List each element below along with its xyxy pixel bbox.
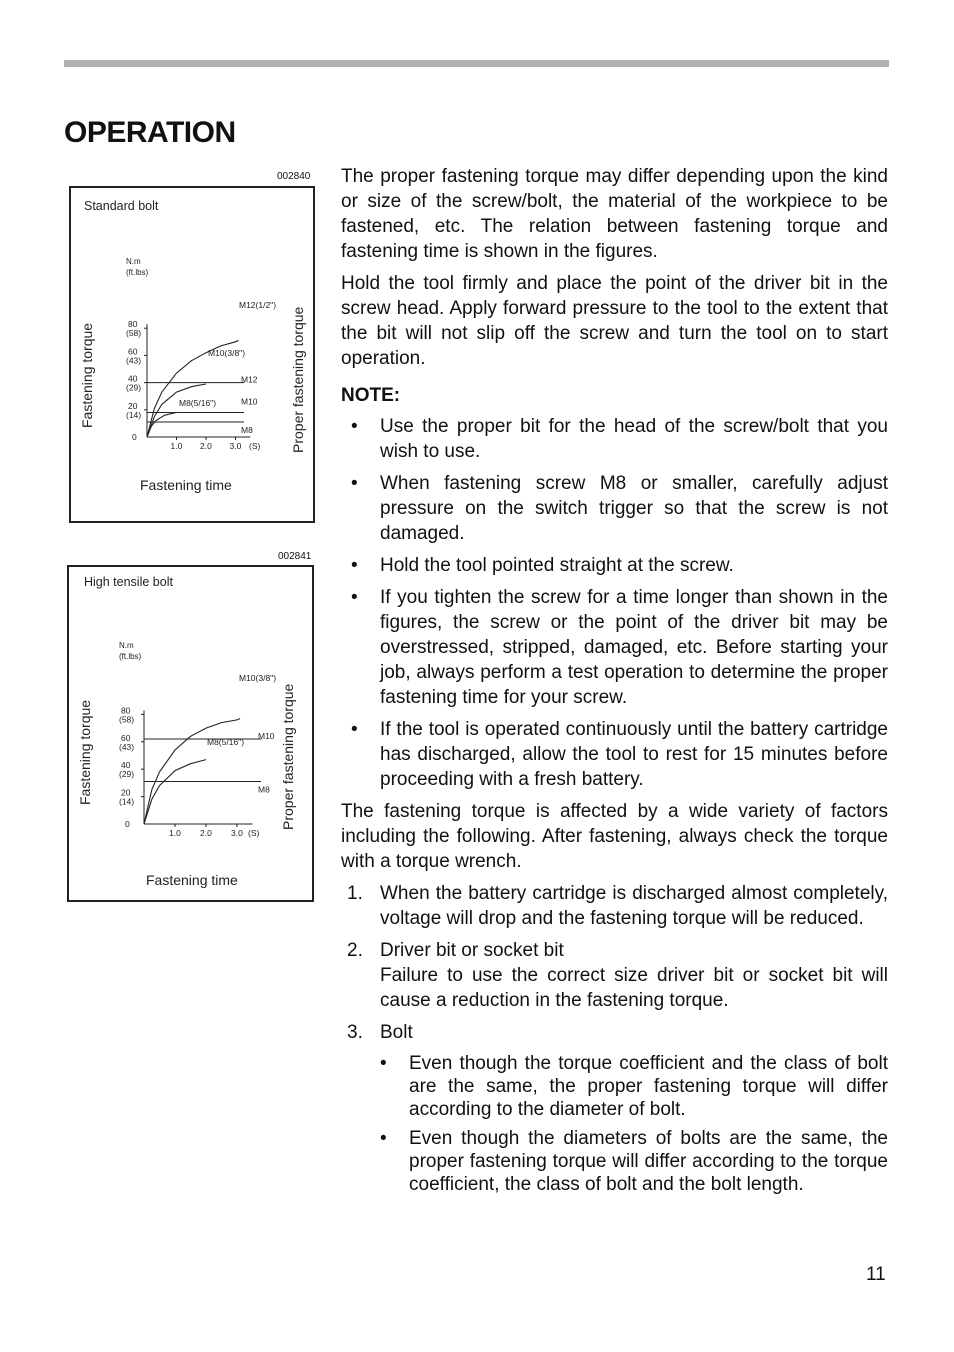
item-title: Bolt xyxy=(380,1022,413,1043)
figure-code: 002840 xyxy=(277,171,311,182)
item-title: When the battery cartridge is discharged almost completely, voltage will drop and the fastening torque will be reduced. xyxy=(380,883,888,929)
bullet-mark: • xyxy=(380,1053,387,1074)
sub-list-item xyxy=(341,1052,888,1121)
x-tick-label: 1.0 xyxy=(169,828,181,838)
chart-title: Standard bolt xyxy=(84,199,159,213)
note-text: If you tighten the screw for a time longer than shown in the figures, the screw or the point of the driver bit may be overstressed, stripped, damaged, etc. Before starting your job, always perform a test operation to determine the proper fastening time for your screw. xyxy=(380,587,888,708)
series-line xyxy=(144,760,206,824)
x-unit-label: (S) xyxy=(248,828,260,838)
y-tick-sub-label: (14) xyxy=(119,796,135,807)
sub-list-item xyxy=(341,1127,888,1196)
list-item xyxy=(341,585,888,710)
x-axis-label: Fastening time xyxy=(140,477,232,493)
bullet-mark: • xyxy=(351,555,358,576)
reference-line-label: M8 xyxy=(258,784,270,795)
series-line xyxy=(147,384,206,437)
y-tick-sub-label: (29) xyxy=(119,769,135,780)
y-tick-label: 40 xyxy=(128,373,138,384)
item-number: 3. xyxy=(347,1022,363,1043)
x-tick-label: 3.0 xyxy=(231,828,243,838)
right-axis-label: Proper fastening torque xyxy=(290,306,306,453)
note-heading: NOTE: xyxy=(341,385,401,406)
note-text: If the tool is operated continuously until the battery cartridge has discharged, allow the tool to rest for 15 minutes before proceeding with a fresh battery. xyxy=(380,719,888,790)
bullet-mark: • xyxy=(351,473,358,494)
figure-code: 002841 xyxy=(278,551,312,562)
y-axis-label: Fastening torque xyxy=(79,322,95,428)
y-tick-label: 40 xyxy=(121,760,131,771)
top-rule xyxy=(64,60,889,67)
chart-standard-bolt xyxy=(71,188,317,525)
y-unit-sub-label: (ft.lbs) xyxy=(126,268,149,277)
numbered-item xyxy=(341,881,888,931)
y-tick-label: 0 xyxy=(132,432,137,442)
bullet-mark: • xyxy=(351,719,358,740)
sub-item-text: Even though the diameters of bolts are the same, the proper fastening torque will differ according to the torque coefficient, the class of bolt and the bolt length. xyxy=(409,1128,888,1195)
series-label: M10(3/8") xyxy=(239,673,277,683)
item-number: 2. xyxy=(347,940,363,961)
y-tick-label: 20 xyxy=(128,400,138,411)
reference-line-label: M10 xyxy=(241,396,258,407)
right-axis-label: Proper fastening torque xyxy=(280,683,296,830)
x-tick-label: 2.0 xyxy=(200,441,212,451)
chart-high-tensile-bolt xyxy=(69,567,316,904)
y-unit-label: N.m xyxy=(119,641,134,650)
y-tick-label: 20 xyxy=(121,787,131,798)
y-tick-sub-label: (58) xyxy=(126,328,142,339)
reference-line-label: M8 xyxy=(241,425,253,436)
y-unit-sub-label: (ft.lbs) xyxy=(119,652,142,661)
reference-line-label: M12 xyxy=(241,374,258,385)
y-tick-sub-label: (43) xyxy=(119,741,135,752)
list-item xyxy=(341,471,888,546)
numbered-item xyxy=(341,938,888,1013)
item-number: 1. xyxy=(347,883,363,904)
bullet-mark: • xyxy=(351,416,358,437)
sub-item-text: Even though the torque coefficient and the class of bolt are the same, the proper fastening torque will differ according to the diameter of bolt. xyxy=(409,1053,888,1120)
figure-high-tensile-bolt xyxy=(67,565,314,902)
y-tick-label: 0 xyxy=(125,819,130,829)
list-item xyxy=(341,414,888,464)
y-tick-label: 80 xyxy=(128,319,138,330)
item-title: Driver bit or socket bit xyxy=(380,940,564,961)
item-body: Failure to use the correct size driver bit or socket bit will cause a reduction in the fastening torque. xyxy=(380,965,888,1011)
note-text: Hold the tool pointed straight at the screw. xyxy=(380,555,734,576)
x-tick-label: 2.0 xyxy=(200,828,212,838)
series-label: M8(5/16") xyxy=(207,737,245,747)
text-column xyxy=(341,164,888,1202)
intro-paragraph: The proper fastening torque may differ depending upon the kind or size of the screw/bolt, the material of the workpiece to be fastened, etc. The relation between fastening torque and fastening time is shown in the figures. xyxy=(341,166,888,262)
page-number: 11 xyxy=(866,1264,886,1285)
chart-title: High tensile bolt xyxy=(84,575,173,589)
list-item xyxy=(341,553,888,578)
factors-paragraph: The fastening torque is affected by a wide variety of factors including the following. After fastening, always check the torque with a torque wrench. xyxy=(341,801,888,872)
y-tick-label: 60 xyxy=(128,346,138,357)
numbered-item xyxy=(341,1020,888,1045)
note-text: When fastening screw M8 or smaller, carefully adjust pressure on the switch trigger so that the screw is not damaged. xyxy=(380,473,888,544)
x-unit-label: (S) xyxy=(249,441,261,451)
reference-line-label: M10 xyxy=(258,731,275,742)
y-tick-sub-label: (29) xyxy=(126,382,142,393)
bullet-mark: • xyxy=(351,587,358,608)
series-label: M10(3/8") xyxy=(208,348,246,358)
bullet-mark: • xyxy=(380,1128,387,1149)
y-tick-sub-label: (43) xyxy=(126,355,142,366)
figure-standard-bolt xyxy=(69,186,315,523)
note-text: Use the proper bit for the head of the screw/bolt that you wish to use. xyxy=(380,416,888,462)
series-line xyxy=(144,719,240,825)
hold-paragraph: Hold the tool firmly and place the point of the driver bit in the screw head. Apply forward pressure to the tool to the extent that the bit will not slip off the screw and turn the tool on to start operation. xyxy=(341,273,888,369)
x-tick-label: 3.0 xyxy=(229,441,242,451)
y-axis-label: Fastening torque xyxy=(77,699,93,805)
series-label: M12(1/2") xyxy=(239,300,277,310)
y-tick-sub-label: (58) xyxy=(119,714,135,725)
x-tick-label: 1.0 xyxy=(170,441,183,451)
series-label: M8(5/16") xyxy=(179,398,217,408)
y-tick-label: 60 xyxy=(121,732,131,743)
x-axis-label: Fastening time xyxy=(146,872,238,888)
y-tick-sub-label: (14) xyxy=(126,409,142,420)
list-item xyxy=(341,717,888,792)
y-unit-label: N.m xyxy=(126,257,141,266)
page-title: OPERATION xyxy=(64,116,236,149)
y-tick-label: 80 xyxy=(121,705,131,716)
